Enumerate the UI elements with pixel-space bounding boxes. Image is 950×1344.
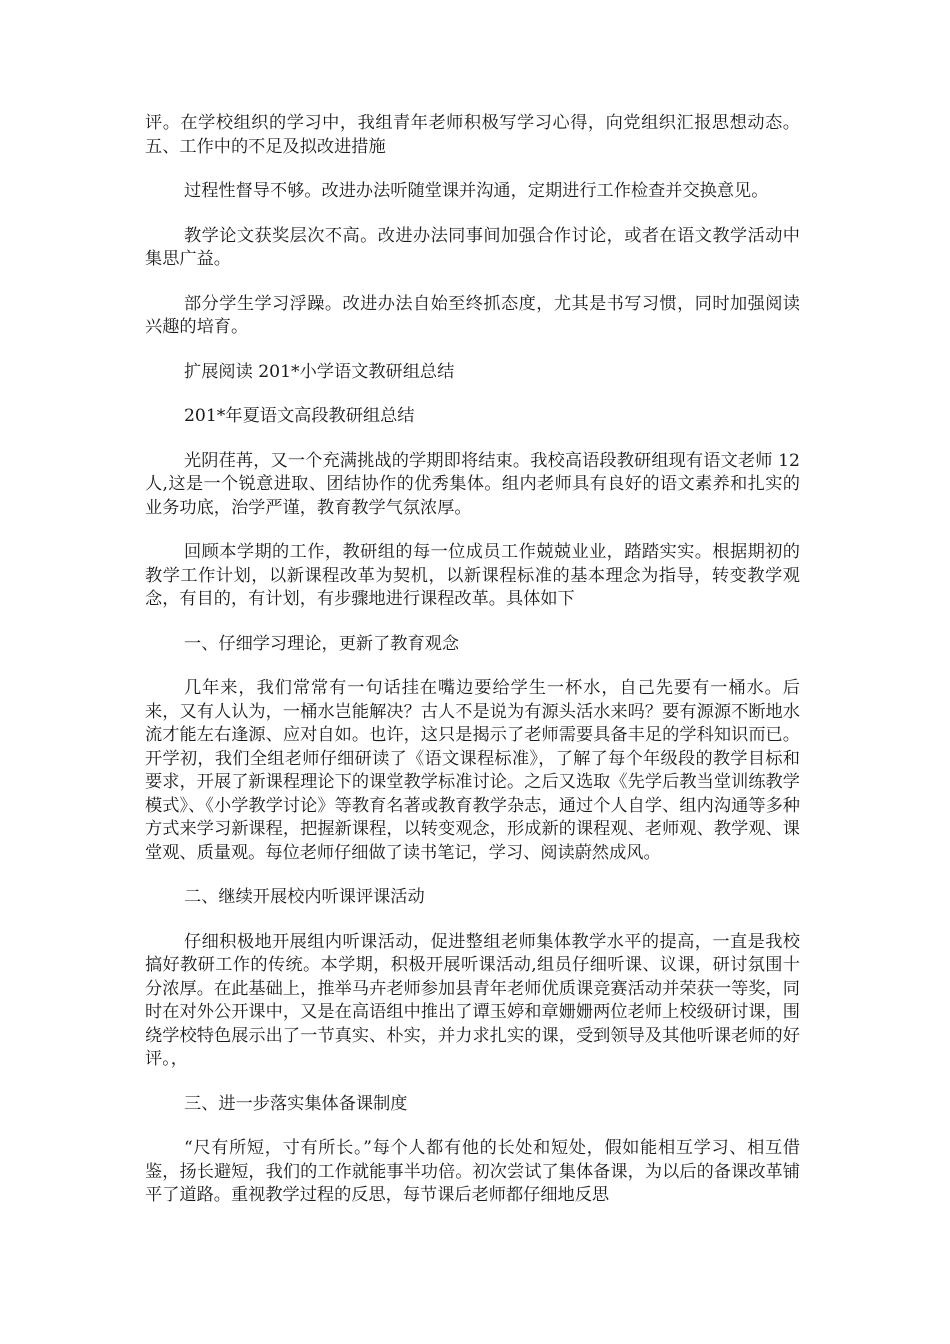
section-heading-3: 三、进一步落实集体备课制度: [184, 1093, 408, 1114]
summary-title: 201*年夏语文高段教研组总结: [184, 406, 415, 426]
extended-reading-heading: 扩展阅读 201*小学语文教研组总结: [184, 361, 455, 382]
section-heading-2: 二、继续开展校内听课评课活动: [184, 887, 425, 907]
paragraph-improvement-supervision: 过程性督导不够。改进办法听随堂课并沟通，定期进行工作检查并交换意见。: [184, 181, 769, 201]
paragraph-theory: 几年来，我们常常有一句话挂在嘴边要给学生一杯水，自己先要有一桶水。后来，又有人认为，一桶水岂能解决？古人不是说为有源头活水来吗？要有源源不断地水流才能左右逢源、应对自如。也许，这只是揭示了老师需要具备丰足的学科知识而已。开学初，我们全组老师仔细研读了《语文课程标准》，了解了每个年级段的教学目标和要求，开展了新课程理论下的课堂教学标准讨论。之后又选取《先学后教当堂训练教学模式》、《小学教学讨论》等教育名著或教育教学杂志，通过个人自学、组内沟通等多种方式来学习新课程，把握新课程，以转变观念，形成新的课程观、老师观、教学观、课堂观、质量观。每位老师仔细做了读书笔记，学习、阅读蔚然成风。: [145, 678, 800, 863]
paragraph-improvement-papers: 教学论文获奖层次不高。改进办法同事间加强合作讨论，或者在语文教学活动中集思广益。: [145, 225, 800, 269]
document-page: [145, 112, 800, 1229]
paragraph-collective-prep: “尺有所短，寸有所长。”每个人都有他的长处和短处，假如能相互学习、相互借鉴，扬长避短，我们的工作就能事半功倍。初次尝试了集体备课，为以后的备课改革铺平了道路。重视教学过程的反思，每节课后老师都仔细地反思: [145, 1138, 800, 1205]
paragraph-improvement-students: 部分学生学习浮躁。改进办法自始至终抓态度，尤其是书写习惯，同时加强阅读兴趣的培育。: [145, 293, 800, 337]
paragraph-intro: 光阴荏苒，又一个充满挑战的学期即将结束。我校高语段教研组现有语文老师 12 人,这是一个锐意进取、团结协作的优秀集体。组内老师具有良好的语文素养和扎实的业务功底，治学严谨，教育教学气氛浓厚。: [145, 450, 800, 518]
paragraph-lesson-observation: 仔细积极地开展组内听课活动，促进整组老师集体教学水平的提高，一直是我校搞好教研工作的传统。本学期，积极开展听课活动,组员仔细听课、议课，研讨氛围十分浓厚。在此基础上，推举马卉老师参加县青年老师优质课竞赛活动并荣获一等奖，同时在对外公开课中，又是在高语组中推出了谭玉婷和章姗姗两位老师上校级研讨课，围绕学校特色展示出了一节真实、朴实，并力求扎实的课，受到领导及其他听课老师的好评。，: [145, 931, 800, 1069]
section-heading-1: 一、仔细学习理论，更新了教育观念: [184, 633, 460, 654]
paragraph-continuation: 评。在学校组织的学习中，我组青年老师积极写学习心得，向党组织汇报思想动态。五、工作中的不足及拟改进措施: [145, 113, 800, 157]
paragraph-review: 回顾本学期的工作，教研组的每一位成员工作兢兢业业，踏踏实实。根据期初的教学工作计划，以新课程改革为契机，以新课程标准的基本理念为指导，转变教学观念，有目的，有计划，有步骤地进行课程改革。具体如下: [145, 542, 800, 609]
